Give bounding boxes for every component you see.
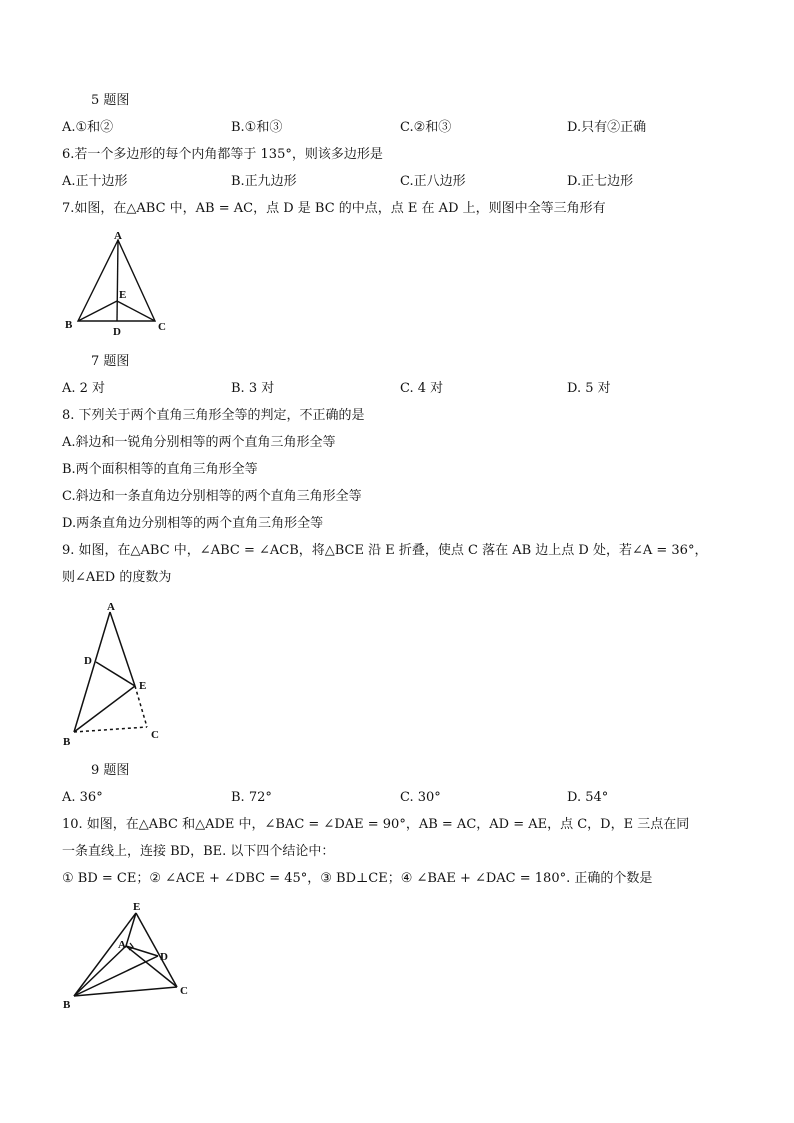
q10-stem-line1: 10. 如图，在△ABC 和△ADE 中，∠BAC = ∠DAE = 90°，AB = AC，AD = AE，点 C，D，E 三点在同	[62, 817, 690, 832]
q9-label-d: D	[84, 655, 92, 667]
q9-segment-de	[96, 662, 135, 686]
q7-caption: 7 题图	[91, 354, 130, 369]
q9-side-ae	[110, 612, 135, 686]
q9-stem-line2: 则∠AED 的度数为	[62, 570, 172, 585]
q7-option-b[interactable]: B. 3 对	[231, 381, 275, 396]
q8-choice-a[interactable]: A.斜边和一锐角分别相等的两个直角三角形全等	[62, 435, 336, 450]
q10-figure	[60, 898, 195, 1013]
q10-label-a: A	[118, 939, 126, 951]
q10-segment-ae	[126, 913, 136, 946]
q7-label-b: B	[65, 319, 73, 331]
q7-label-e: E	[119, 289, 127, 301]
q8-stem: 8. 下列关于两个直角三角形全等的判定，不正确的是	[62, 408, 365, 423]
q8-choice-c[interactable]: C.斜边和一条直角边分别相等的两个直角三角形全等	[62, 489, 362, 504]
q10-stem-line2: 一条直线上，连接 BD，BE. 以下四个结论中：	[62, 844, 335, 859]
q9-label-b: B	[63, 736, 71, 748]
q10-stem-line3: ① BD = CE；② ∠ACE + ∠DBC = 45°，③ BD⊥CE；④ ∠BAE + ∠DAC = 180°. 正确的个数是	[62, 871, 653, 886]
q9-dashed-ec	[135, 686, 147, 727]
q10-segment-be	[74, 913, 136, 996]
q5-caption: 5 题图	[91, 93, 130, 108]
q9-segment-be	[74, 686, 135, 732]
q7-label-d: D	[113, 326, 121, 338]
q8-choice-b[interactable]: B.两个面积相等的直角三角形全等	[62, 462, 258, 477]
q7-segment-ce	[117, 301, 155, 321]
q6-option-b[interactable]: B.正九边形	[231, 174, 297, 189]
q6-option-d[interactable]: D.正七边形	[567, 174, 634, 189]
q8-choice-d[interactable]: D.两条直角边分别相等的两个直角三角形全等	[62, 516, 324, 531]
q10-label-d: D	[160, 951, 168, 963]
q9-label-e: E	[139, 680, 147, 692]
q10-segment-ac	[126, 946, 177, 987]
q9-option-a[interactable]: A. 36°	[62, 790, 103, 805]
q5-option-c[interactable]: C.②和③	[400, 120, 452, 135]
q7-option-c[interactable]: C. 4 对	[400, 381, 444, 396]
q7-option-d[interactable]: D. 5 对	[567, 381, 611, 396]
q9-stem-line1: 9. 如图，在△ABC 中，∠ABC = ∠ACB，将△BCE 沿 E 折叠，使点 C 落在 AB 边上点 D 处，若∠A = 36°，	[62, 543, 708, 558]
q10-segment-ad	[126, 946, 158, 956]
q5-option-b[interactable]: B.①和③	[231, 120, 283, 135]
q5-option-a[interactable]: A.①和②	[62, 120, 114, 135]
q10-segment-ec	[136, 913, 177, 987]
q9-option-c[interactable]: C. 30°	[400, 790, 441, 805]
q7-label-a: A	[114, 230, 122, 242]
q6-option-a[interactable]: A.正十边形	[62, 174, 128, 189]
q10-label-b: B	[63, 999, 71, 1011]
q5-option-d[interactable]: D.只有②正确	[567, 120, 647, 135]
q10-segment-ba	[74, 946, 126, 996]
q9-label-c: C	[151, 729, 159, 741]
q7-segment-ad	[117, 240, 118, 321]
q10-label-c: C	[180, 985, 188, 997]
q9-option-b[interactable]: B. 72°	[231, 790, 272, 805]
q7-label-c: C	[158, 321, 166, 333]
q9-side-ab	[74, 612, 110, 732]
q9-triangle-figure	[60, 597, 170, 752]
q7-stem: 7.如图，在△ABC 中，AB = AC，点 D 是 BC 的中点，点 E 在 AD 上，则图中全等三角形有	[62, 201, 606, 216]
q7-segment-be	[78, 301, 117, 321]
q9-option-d[interactable]: D. 54°	[567, 790, 609, 805]
q6-option-c[interactable]: C.正八边形	[400, 174, 466, 189]
q7-option-a[interactable]: A. 2 对	[62, 381, 106, 396]
q9-dashed-bc	[74, 727, 147, 732]
q7-triangle-figure	[60, 228, 180, 343]
q6-stem: 6.若一个多边形的每个内角都等于 135°，则该多边形是	[62, 147, 383, 162]
q9-caption: 9 题图	[91, 763, 130, 778]
q10-label-e: E	[133, 901, 141, 913]
q9-label-a: A	[107, 601, 115, 613]
